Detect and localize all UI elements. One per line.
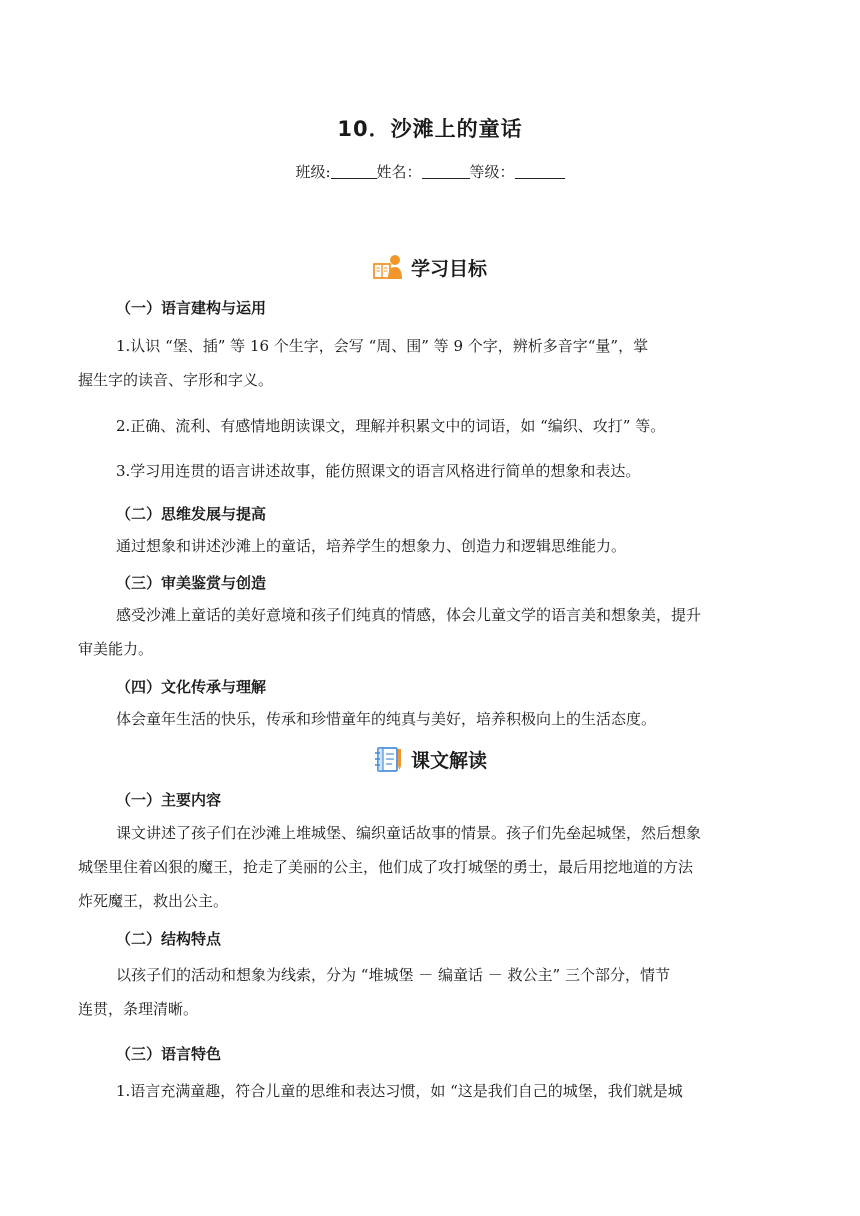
reading-sub1-line2: 城堡里住着凶狠的魔王，抢走了美丽的公主，他们成了攻打城堡的勇士，最后用挖地道的方法 (78, 858, 694, 876)
goals-sub4-text: 体会童年生活的快乐，传承和珍惜童年的纯真与美好，培养积极向上的生活态度。 (116, 710, 657, 728)
goals-sub3-line1: 感受沙滩上童话的美好意境和孩子们纯真的情感，体会儿童文学的语言美和想象美，提升 (116, 606, 702, 624)
goals-item2: 2.正确、流利、有感情地朗读课文，理解并积累文中的词语，如 “编织、攻打” 等。 (116, 417, 666, 435)
goals-sub3-text (78, 598, 788, 666)
grade-blank[interactable] (515, 164, 565, 179)
reading-person-icon (373, 253, 403, 281)
goals-sub4-title: （四）文化传承与理解 (116, 678, 267, 696)
reading-sub2-line2: 连贯，条理清晰。 (78, 1000, 199, 1018)
goals-sub2-title: （二）思维发展与提高 (116, 505, 267, 523)
reading-heading-label: 课文解读 (410, 749, 487, 772)
reading-sub2-line1: 以孩子们的活动和想象为线索，分为 “堆城堡 － 编童话 － 救公主” 三个部分，情节 (116, 966, 670, 984)
reading-sub3-line1: 1.语言充满童趣，符合儿童的思维和表达习惯，如 “这是我们自己的城堡，我们就是城 (116, 1082, 683, 1100)
reading-sub3-title: （三）语言特色 (116, 1045, 222, 1063)
grade-label: 等级： (469, 163, 515, 181)
reading-heading (0, 744, 860, 774)
reading-sub1-line3: 炸死魔王，救出公主。 (78, 892, 229, 910)
reading-sub1-line1: 课文讲述了孩子们在沙滩上堆城堡、编织童话故事的情景。孩子们先垒起城堡，然后想象 (116, 824, 702, 842)
goals-item1-line1: 1.认识 “堡、插” 等 16 个生字，会写 “周、围” 等 9 个字，辨析多音字“量”，掌 (116, 337, 649, 355)
goals-heading-label: 学习目标 (410, 257, 487, 280)
goals-item3: 3.学习用连贯的语言讲述故事，能仿照课文的语言风格进行简单的想象和表达。 (116, 462, 641, 480)
reading-sub2-title: （二）结构特点 (116, 930, 222, 948)
goals-heading (0, 252, 860, 282)
reading-sub1-title: （一）主要内容 (116, 791, 222, 809)
name-blank[interactable] (422, 164, 470, 179)
goals-item1-line2-wrap (78, 363, 788, 397)
goals-sub3-line2: 审美能力。 (78, 640, 154, 658)
reading-sub1-text (78, 816, 788, 918)
page-title: 10．沙滩上的童话 (337, 117, 523, 141)
notebook-icon (373, 745, 403, 773)
name-label: 姓名： (376, 163, 422, 181)
goals-item1-line2: 握生字的读音、字形和字义。 (78, 371, 274, 389)
goals-sub3-title: （三）审美鉴赏与创造 (116, 574, 267, 592)
class-blank[interactable] (331, 164, 377, 179)
student-info-line (0, 161, 860, 182)
goals-sub2-text: 通过想象和讲述沙滩上的童话，培养学生的想象力、创造力和逻辑思维能力。 (116, 537, 627, 555)
goals-sub1-title: （一）语言建构与运用 (116, 299, 267, 317)
class-label: 班级: (295, 163, 331, 181)
reading-sub2-text (78, 958, 788, 1026)
